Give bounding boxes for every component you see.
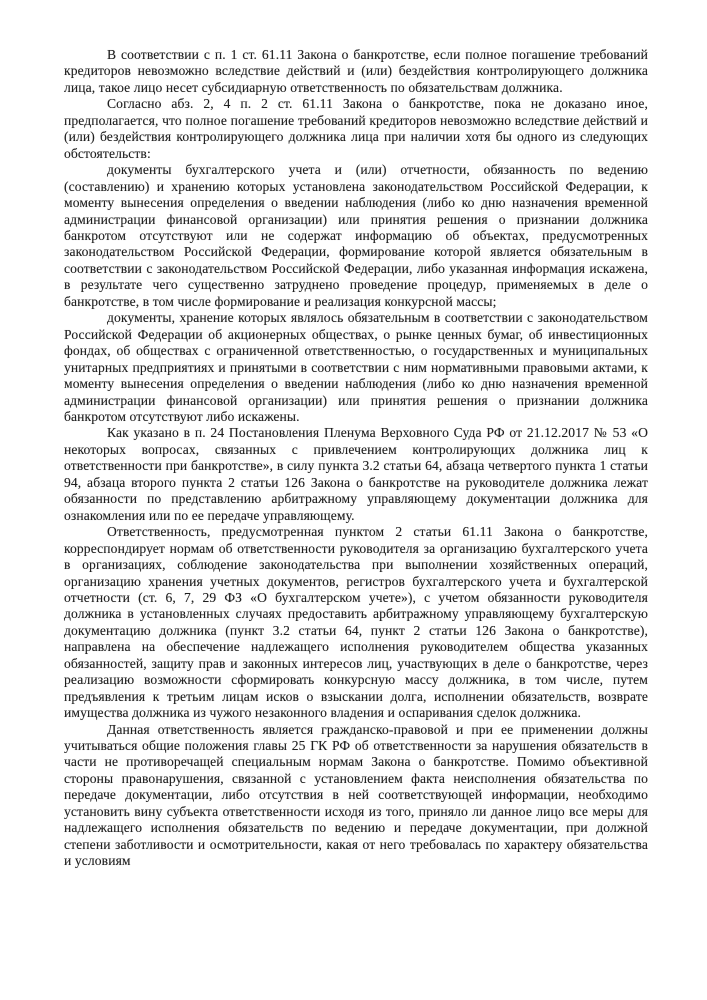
paragraph-plenum-resolution-53: Как указано в п. 24 Постановления Пленума Верховного Суда РФ от 21.12.2017 № 53 «О некоторых вопросах, связанных с привлечением контролирующих должника лиц к ответственности при банкротстве», в силу пункта 3.2 статьи 64, абзаца четвертого пункта 1 статьи 94, абзаца второго пункта 2 статьи 126 Закона о банкротстве на руководителе должника лежат обязанности по представлению арбитражному управляющему документации должника для ознакомления или по ее передаче управляющему. bbox=[64, 425, 648, 523]
paragraph-subsidiary-liability: В соответствии с п. 1 ст. 61.11 Закона о банкротстве, если полное погашение требований кредиторов невозможно вследствие действий и (или) бездействия контролирующего должника лица, такое лицо несет субсидиарную ответственность по обязательствам должника. bbox=[64, 47, 648, 95]
paragraph-responsibility-correspondence: Ответственность, предусмотренная пунктом 2 статьи 61.11 Закона о банкротстве, корреспондирует нормам об ответственности руководителя за организацию бухгалтерского учета в организациях, соблюдение законодательства при выполнении хозяйственных операций, организацию хранения учетных документов, регистров бухгалтерского учета и бухгалтерской отчетности (ст. 6, 7, 29 ФЗ «О бухгалтерском учете»), с учетом обязанности руководителя должника в установленных случаях предоставить арбитражному управляющему бухгалтерскую документацию должника (пункт 3.2 статьи 64, пункт 2 статьи 126 Закона о банкротстве), направлена на обеспечение надлежащего исполнения руководителем общества указанных обязанностей, защиту прав и законных интересов лиц, участвующих в деле о банкротстве, через реализацию возможности сформировать конкурсную массу должника, в том числе, путем предъявления к третьим лицам исков о взыскании долга, исполнении обязательств, возврате имущества должника из чужого незаконного владения и оспаривания сделок должника. bbox=[64, 524, 648, 721]
document-text-block bbox=[64, 47, 648, 870]
paragraph-accounting-documents: документы бухгалтерского учета и (или) отчетности, обязанность по ведению (составлению) и хранению которых установлена законодательством Российской Федерации, к моменту вынесения определения о введении наблюдения (либо ко дню назначения временной администрации финансовой организации) или принятия решения о признании должника банкротом отсутствуют или не содержат информацию об объектах, предусмотренных законодательством Российской Федерации, формирование которой является обязательным в соответствии с законодательством Российской Федерации, либо указанная информация искажена, в результате чего существенно затруднено проведение процедур, применяемых в деле о банкротстве, в том числе формирование и реализация конкурсной массы; bbox=[64, 162, 648, 309]
paragraph-presumption-conditions: Согласно абз. 2, 4 п. 2 ст. 61.11 Закона о банкротстве, пока не доказано иное, предполагается, что полное погашение требований кредиторов невозможно вследствие действий и (или) бездействия контролирующего должника лица при наличии хотя бы одного из следующих обстоятельств: bbox=[64, 96, 648, 161]
paragraph-civil-liability: Данная ответственность является гражданско-правовой и при ее применении должны учитываться общие положения главы 25 ГК РФ об ответственности за нарушения обязательств в части не противоречащей специальным нормам Закона о банкротстве. Помимо объективной стороны правонарушения, связанной с установлением факта неисполнения обязательства по передаче документации, либо отсутствия в ней соответствующей информации, необходимо установить вину субъекта ответственности исходя из того, приняло ли данное лицо все меры для надлежащего исполнения обязательств по ведению и передаче документации, при должной степени заботливости и осмотрительности, какая от него требовалась по характеру обязательства и условиям bbox=[64, 721, 648, 869]
paragraph-mandatory-storage-documents: документы, хранение которых являлось обязательным в соответствии с законодательством Российской Федерации об акционерных обществах, о рынке ценных бумаг, об инвестиционных фондах, об обществах с ограниченной ответственностью, о государственных и муниципальных унитарных предприятиях и принятыми в соответствии с ним нормативными правовыми актами, к моменту вынесения определения о введении наблюдения (либо ко дню назначения временной администрации финансовой организации) или принятия решения о признании должника банкротом отсутствуют либо искажены. bbox=[64, 310, 648, 424]
